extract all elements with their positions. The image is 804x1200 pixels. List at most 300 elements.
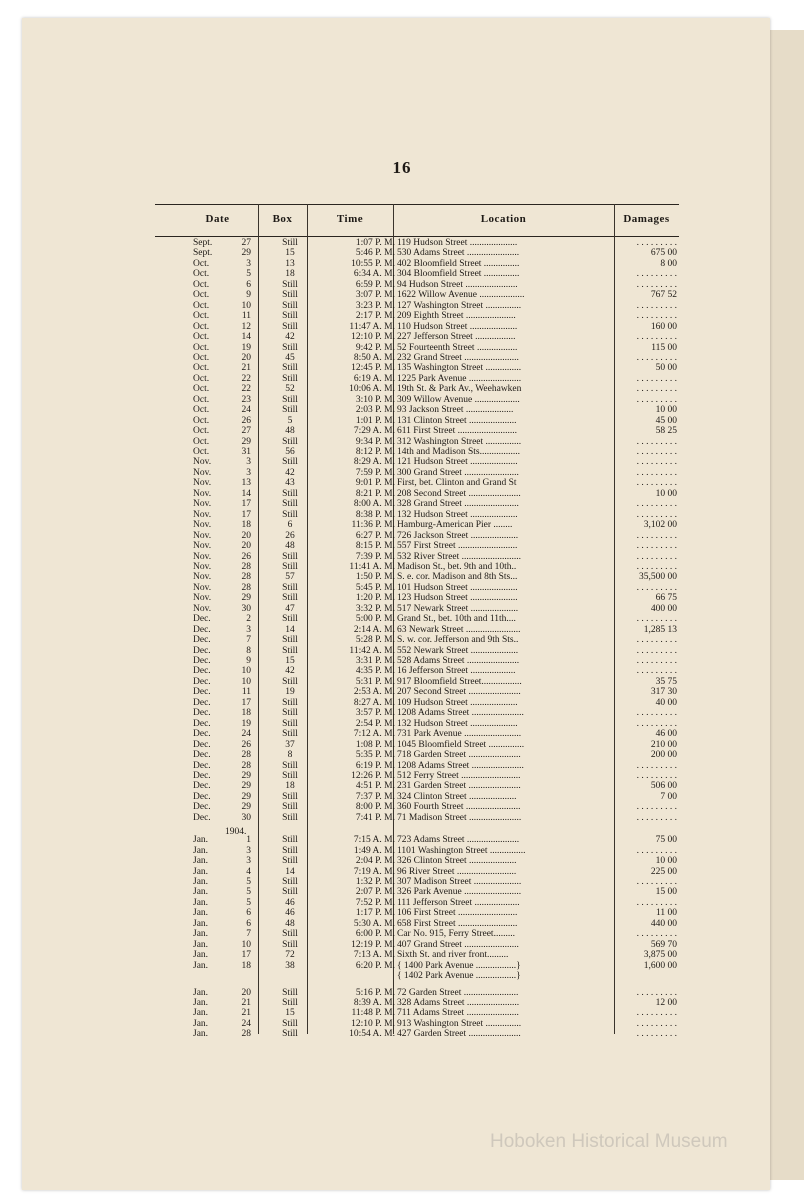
row-location: 121 Hudson Street .................... [397,457,518,468]
table-top-rule [155,204,679,205]
row-damages: 115 00 [651,342,677,353]
row-time: 5:46 P. M. [355,248,395,259]
row-day: 6 [246,908,251,919]
row-box: Still [282,802,298,813]
row-location: S. e. cor. Madison and 8th Sts... [397,572,518,583]
row-time: 7:13 A. M. [353,950,395,961]
row-month: Jan. [193,845,209,856]
table-row [155,343,679,354]
row-box: Still [282,939,298,950]
row-box: 19 [285,687,295,698]
row-damages: 10 00 [655,856,677,867]
row-day: 27 [241,238,251,248]
table-row [155,562,679,573]
row-day: 29 [241,436,251,447]
row-location: 127 Washington Street ............... [397,300,522,311]
row-damages: 50 00 [655,363,677,374]
row-day: 21 [241,1008,251,1019]
row-day: 2 [246,614,251,625]
table-row [155,363,679,374]
row-month: Oct. [193,447,210,457]
row-box: Still [282,373,298,384]
row-location: 307 Madison Street .................... [397,877,522,887]
row-day: 3 [246,258,251,269]
row-day: 10 [241,666,251,677]
row-damages: . . . . . . . . . [636,551,677,562]
year-label: 1904. [225,827,247,837]
table-row [155,468,679,479]
row-month: Nov. [193,457,212,468]
row-month: Oct. [193,290,210,301]
table-row [155,867,679,878]
row-time: 2:53 A. M. [353,687,395,698]
row-box: 37 [285,739,295,750]
row-month: Jan. [193,939,209,950]
row-day: 28 [241,760,251,771]
row-location: 132 Hudson Street .................... [397,509,518,520]
row-time: 1:17 P. M. [355,908,395,919]
row-box: Still [282,311,298,322]
row-month: Oct. [193,300,210,311]
row-day: 24 [241,405,251,416]
row-location: 52 Fourteenth Street ................. [397,342,518,353]
row-damages: . . . . . . . . . [636,770,677,781]
row-box: Still [282,718,298,729]
row-damages: . . . . . . . . . [636,1029,677,1040]
table-row [155,604,679,615]
row-location: 131 Clinton Street .................... [397,415,517,426]
row-damages: 210 00 [650,739,677,750]
table-row [155,457,679,468]
table-row [155,384,679,395]
row-location: 1208 Adams Street ...................... [397,708,524,719]
row-time: 6:20 P. M. [355,960,395,971]
row-time: 6:59 P. M. [355,279,395,290]
table-row [155,1029,679,1040]
row-damages: 46 00 [655,729,677,740]
row-damages: 440 00 [650,918,677,929]
row-box: Still [282,929,298,940]
row-time: 7:39 P. M. [355,551,395,562]
row-location: Car No. 915, Ferry Street......... [397,929,515,940]
row-box: 42 [285,332,295,343]
row-day: 12 [241,321,251,332]
row-month: Oct. [193,269,210,280]
table-row [155,698,679,709]
row-location: 718 Garden Street ...................... [397,750,521,761]
row-damages: . . . . . . . . . [636,1008,677,1019]
row-day: 6 [246,918,251,929]
table-row [155,280,679,291]
row-time: 5:35 P. M. [355,750,395,761]
table-row [155,437,679,448]
row-box: 48 [285,918,295,929]
row-damages: . . . . . . . . . [636,269,677,280]
row-location: 232 Grand Street ....................... [397,352,519,363]
table-row [155,614,679,625]
row-location: 111 Jefferson Street ................... [397,897,520,908]
row-location: 726 Jackson Street .................... [397,530,519,541]
row-day: 14 [241,332,251,343]
row-damages: . . . . . . . . . [636,1018,677,1029]
header-location: Location [480,213,527,225]
row-day: 29 [241,802,251,813]
table-row [155,908,679,919]
row-month: Dec. [193,697,211,708]
row-month: Sept. [193,248,213,259]
row-time: 9:01 P. M. [355,478,395,489]
row-box: Still [282,812,298,823]
row-damages: . . . . . . . . . [636,561,677,572]
row-day: 29 [241,248,251,259]
row-location: 110 Hudson Street .................... [397,321,518,332]
table-row [155,856,679,867]
row-location: 72 Garden Street ....................... [397,987,519,998]
row-day: 7 [246,635,251,646]
row-box: Still [282,363,298,374]
row-box: 46 [285,897,295,908]
row-location: 557 First Street ......................... [397,541,518,552]
row-damages: . . . . . . . . . [636,238,677,248]
row-damages: . . . . . . . . . [636,614,677,625]
row-time: 2:04 P. M. [355,856,395,867]
row-box: 46 [285,908,295,919]
row-damages: . . . . . . . . . [636,311,677,322]
row-day: 28 [241,750,251,761]
row-month: Jan. [193,877,209,887]
next-page-edge [770,30,804,1180]
row-time: 3:57 P. M. [355,708,395,719]
row-box: Still [282,835,298,846]
row-damages: 66 75 [655,593,677,604]
row-box: 13 [285,258,295,269]
row-box: Still [282,405,298,416]
row-time: 7:29 A. M. [353,426,395,437]
row-location: 1225 Park Avenue ...................... [397,373,522,384]
row-day: 20 [241,352,251,363]
row-location: 611 First Street ......................... [397,426,517,437]
table-row [155,940,679,951]
row-location: 328 Grand Street ....................... [397,499,519,510]
table-row [155,1019,679,1030]
row-location: S. w. cor. Jefferson and 9th Sts.. [397,635,519,646]
row-month: Jan. [193,987,209,998]
row-damages: . . . . . . . . . [636,845,677,856]
row-time: 11:36 P. M. [351,520,395,531]
row-day: 24 [241,1018,251,1029]
row-box: Still [282,791,298,802]
row-damages: 40 00 [655,697,677,708]
row-box: Still [282,436,298,447]
row-box: 47 [285,603,295,614]
row-box: 6 [287,520,293,531]
row-time: 12:10 P. M. [351,1018,395,1029]
row-box: Still [282,290,298,301]
row-location: 407 Grand Street ....................... [397,939,519,950]
row-day: 7 [246,929,251,940]
table-row [155,374,679,385]
row-time: 7:37 P. M. [355,791,395,802]
row-day: 29 [241,593,251,604]
row-day: 27 [241,426,251,437]
row-damages: 569 70 [650,939,677,950]
row-month: Nov. [193,478,212,489]
row-damages: 225 00 [650,866,677,877]
row-month: Dec. [193,802,211,813]
row-damages: 45 00 [655,415,677,426]
row-day: 3 [246,856,251,867]
row-time: 1:49 A. M. [353,845,395,856]
row-damages: 12 00 [655,997,677,1008]
row-time: 10:54 A. M. [349,1029,395,1040]
row-time: 1:07 P. M. [355,238,395,248]
row-time: 5:45 P. M. [355,582,395,593]
row-location: 402 Bloomfield Street ............... [397,258,520,269]
row-time: 3:31 P. M. [355,656,395,666]
table-row [155,552,679,563]
row-box: 26 [285,530,295,541]
row-day: 29 [241,770,251,781]
row-location: 552 Newark Street .................... [397,645,519,656]
row-time: 2:03 P. M. [355,405,395,416]
row-location: 512 Ferry Street ......................... [397,770,521,781]
table-row [155,813,679,824]
row-time: 5:31 P. M. [355,676,395,687]
row-box: Still [282,593,298,604]
row-damages: . . . . . . . . . [636,530,677,541]
row-day: 5 [246,887,251,898]
row-time: 2:17 P. M. [355,311,395,322]
row-location: 517 Newark Street .................... [397,603,519,614]
row-location: 14th and Madison Sts................. [397,447,520,457]
row-box: 38 [285,960,295,971]
row-location: 135 Washington Street ............... [397,363,522,374]
row-day: 14 [241,488,251,499]
table-row [155,259,679,270]
row-time: 11:47 A. M. [349,321,395,332]
row-location: { 1402 Park Avenue .................} [397,971,521,982]
row-time: 2:14 A. M. [353,624,395,635]
row-location: 917 Bloomfield Street................. [397,676,522,687]
row-month: Nov. [193,530,212,541]
row-day: 22 [241,373,251,384]
row-damages: 10 00 [655,488,677,499]
row-location: 304 Bloomfield Street ............... [397,269,520,280]
row-damages: 35,500 00 [639,572,677,583]
row-day: 28 [241,561,251,572]
row-location: 711 Adams Street ...................... [397,1008,519,1019]
table-row [155,478,679,489]
row-month: Nov. [193,520,212,531]
row-month: Oct. [193,436,210,447]
row-time: 7:52 P. M. [355,897,395,908]
row-time: 3:32 P. M. [355,603,395,614]
table-row [155,929,679,940]
table-row [155,846,679,857]
table-row [155,646,679,657]
row-box: Still [282,551,298,562]
row-damages: . . . . . . . . . [636,279,677,290]
row-day: 28 [241,1029,251,1040]
row-damages: . . . . . . . . . [636,645,677,656]
row-day: 26 [241,739,251,750]
row-damages: . . . . . . . . . [636,718,677,729]
table-row [155,332,679,343]
table-row [155,998,679,1009]
row-damages: . . . . . . . . . [636,929,677,940]
row-damages: 58 25 [655,426,677,437]
table-row [155,635,679,646]
row-month: Nov. [193,499,212,510]
table-row [155,583,679,594]
row-location: 94 Hudson Street ...................... [397,279,518,290]
row-box: Still [282,987,298,998]
row-month: Oct. [193,426,210,437]
row-damages: . . . . . . . . . [636,332,677,343]
row-month: Dec. [193,624,211,635]
row-box: Still [282,729,298,740]
row-month: Sept. [193,238,213,248]
row-month: Jan. [193,1029,209,1040]
row-time: 1:20 P. M. [355,593,395,604]
row-location: 63 Newark Street ....................... [397,624,521,635]
table-row [155,677,679,688]
row-location: 326 Clinton Street .................... [397,856,517,867]
row-box: Still [282,1029,298,1040]
row-damages: . . . . . . . . . [636,499,677,510]
table-row [155,1008,679,1019]
row-day: 20 [241,530,251,541]
row-box: 45 [285,352,295,363]
row-location: 309 Willow Avenue ................... [397,394,520,405]
row-box: Still [282,279,298,290]
row-day: 6 [246,279,251,290]
row-day: 3 [246,467,251,478]
row-damages: 3,875 00 [643,950,677,961]
row-month: Dec. [193,635,211,646]
table-row [155,531,679,542]
row-damages: . . . . . . . . . [636,877,677,887]
row-time: 2:07 P. M. [355,887,395,898]
table-row [155,426,679,437]
row-box: 15 [285,248,295,259]
row-month: Nov. [193,541,212,552]
row-damages: . . . . . . . . . [636,802,677,813]
row-box: 18 [285,781,295,792]
row-box: 18 [285,269,295,280]
row-time: 10:55 P. M. [351,258,395,269]
row-day: 20 [241,987,251,998]
row-damages: 8 00 [660,258,677,269]
row-time: 8:00 P. M. [355,802,395,813]
table-row [155,290,679,301]
row-damages: . . . . . . . . . [636,541,677,552]
table-row [155,887,679,898]
row-box: Still [282,760,298,771]
table-row [155,781,679,792]
row-damages: . . . . . . . . . [636,708,677,719]
row-damages: . . . . . . . . . [636,478,677,489]
row-location: 530 Adams Street ...................... [397,248,520,259]
row-month: Jan. [193,897,209,908]
page-number: 16 [392,158,412,177]
row-month: Oct. [193,332,210,343]
row-time: 1:01 P. M. [355,415,395,426]
row-time: 3:10 P. M. [355,394,395,405]
row-month: Oct. [193,321,210,332]
row-box: 57 [285,572,295,583]
row-location: Madison St., bet. 9th and 10th.. [397,561,517,572]
row-month: Nov. [193,488,212,499]
row-month: Jan. [193,929,209,940]
row-damages: 75 00 [655,835,677,846]
table-row [155,919,679,930]
row-time: 8:27 A. M. [353,697,395,708]
row-time: 2:54 P. M. [355,718,395,729]
table-row [155,708,679,719]
row-month: Oct. [193,258,210,269]
row-time: 7:59 P. M. [355,467,395,478]
row-day: 30 [241,603,251,614]
row-month: Nov. [193,509,212,520]
row-location: 209 Eighth Street ..................... [397,311,516,322]
row-month: Dec. [193,708,211,719]
row-time: 7:15 A. M. [353,835,395,846]
row-day: 4 [246,866,251,877]
row-day: 30 [241,812,251,823]
row-time: 8:15 P. M. [355,541,395,552]
row-day: 13 [241,478,251,489]
table-row [155,750,679,761]
row-month: Nov. [193,603,212,614]
table-row [155,771,679,782]
row-day: 5 [246,269,251,280]
row-day: 19 [241,718,251,729]
row-box: 56 [285,447,295,457]
row-month: Nov. [193,593,212,604]
row-damages: . . . . . . . . . [636,384,677,395]
table-row [155,792,679,803]
row-box: Still [282,635,298,646]
table-row [155,301,679,312]
row-damages: 200 00 [650,750,677,761]
row-box: Still [282,499,298,510]
row-damages: . . . . . . . . . [636,373,677,384]
row-box: Still [282,488,298,499]
row-month: Dec. [193,760,211,771]
watermark-text: Hoboken Historical Museum [490,1131,728,1152]
row-day: 10 [241,939,251,950]
row-damages: 1,600 00 [643,960,677,971]
row-location: First, bet. Clinton and Grand St [397,478,517,489]
table-header-rule [155,236,679,237]
row-damages: 675 00 [650,248,677,259]
row-day: 17 [241,950,251,961]
row-time: 8:21 P. M. [355,488,395,499]
row-box: 5 [287,415,293,426]
row-location: 731 Park Avenue ........................ [397,729,522,740]
row-day: 19 [241,342,251,353]
row-time: 7:19 A. M. [353,866,395,877]
row-month: Oct. [193,311,210,322]
row-damages: 15 00 [655,887,677,898]
row-box: Still [282,321,298,332]
table-row [155,802,679,813]
row-location: 1045 Bloomfield Street ............... [397,739,525,750]
row-month: Jan. [193,997,209,1008]
row-time: 9:42 P. M. [355,342,395,353]
row-day: 8 [246,645,251,656]
